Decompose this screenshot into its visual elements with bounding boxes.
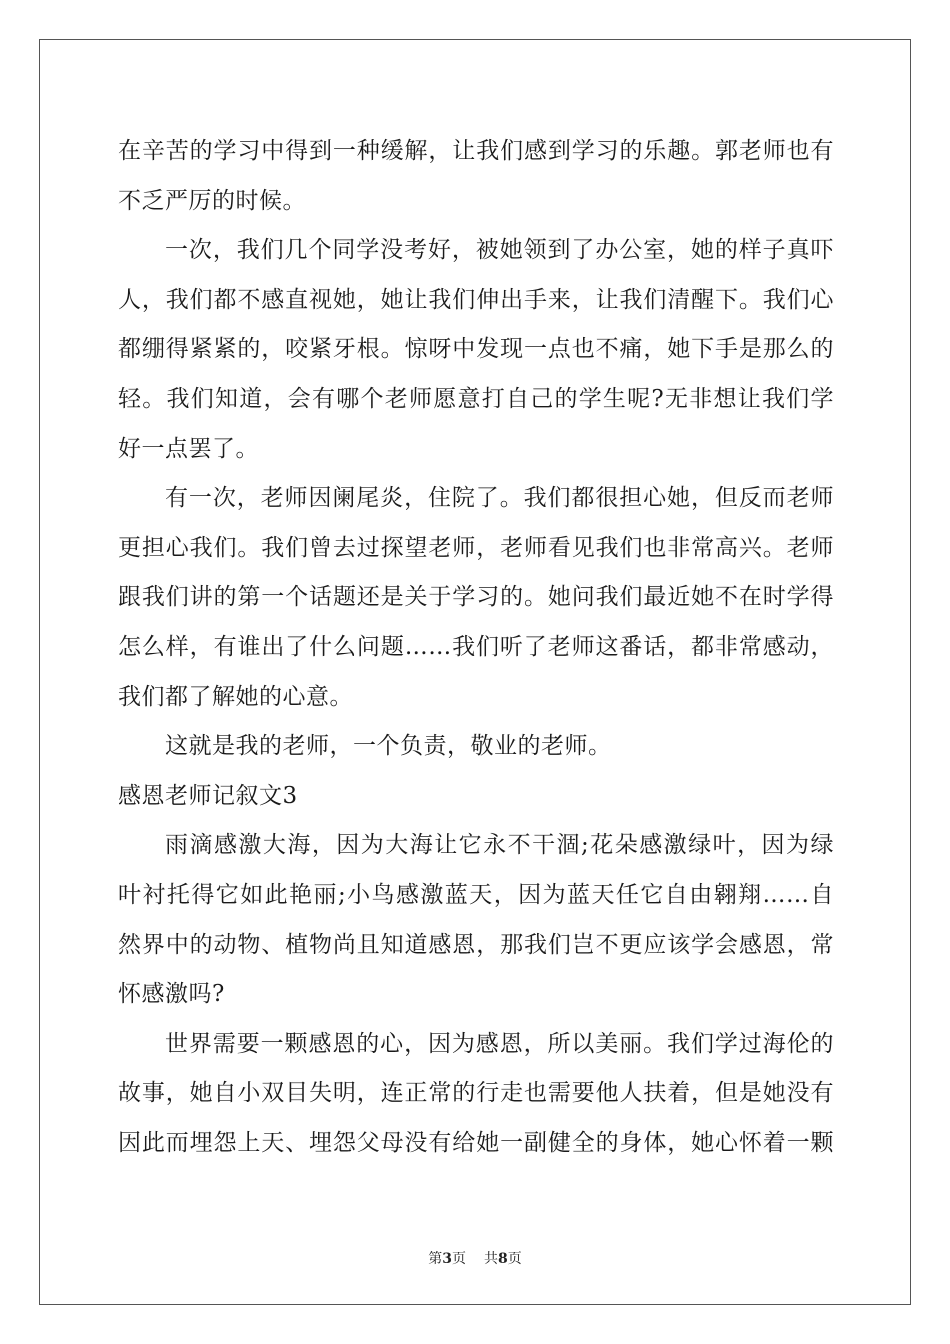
total-page-count: 8 [498, 1251, 508, 1267]
text-line: 在辛苦的学习中得到一种缓解，让我们感到学习的乐趣。郭老师也有 [118, 138, 834, 164]
text-line: 人，我们都不感直视她，她让我们伸出手来，让我们清醒下。我们心 [118, 286, 834, 313]
text-line: 怎么样，有谁出了什么问题……我们听了老师这番话，都非常感动， [118, 633, 834, 660]
paragraph-start-line: 有一次，老师因阑尾炎，住院了。我们都很担心她，但反而老师 [165, 485, 834, 512]
text-line: 更担心我们。我们曾去过探望老师，老师看见我们也非常高兴。老师 [118, 534, 834, 561]
paragraph-start-line: 一次，我们几个同学没考好，被她领到了办公室，她的样子真吓 [165, 237, 834, 264]
document-body [118, 127, 834, 1168]
page-footer [0, 1248, 950, 1268]
text-line: 怀感激吗? [118, 981, 225, 1008]
text-line: 叶衬托得它如此艳丽;小鸟感激蓝天，因为蓝天任它自由翱翔……自 [118, 881, 834, 908]
current-page-number: 3 [442, 1251, 452, 1267]
total-suffix: 页 [507, 1251, 522, 1267]
text-line: 故事，她自小双目失明，连正常的行走也需要他人扶着，但是她没有 [118, 1080, 834, 1107]
total-prefix: 共 [484, 1251, 498, 1267]
paragraph-start-line: 这就是我的老师，一个负责，敬业的老师。 [165, 733, 612, 760]
text-line: 因此而埋怨上天、埋怨父母没有给她一副健全的身体，她心怀着一颗 [118, 1129, 834, 1156]
paragraph-start-line: 世界需要一颗感恩的心，因为感恩，所以美丽。我们学过海伦的 [165, 1030, 834, 1057]
text-line: 我们都了解她的心意。 [118, 683, 353, 710]
page-suffix: 页 [452, 1251, 466, 1267]
text-line: 然界中的动物、植物尚且知道感恩，那我们岂不更应该学会感恩，常 [118, 931, 834, 958]
paragraph-start-line: 雨滴感激大海，因为大海让它永不干涸;花朵感激绿叶，因为绿 [165, 832, 834, 859]
text-line: 好一点罢了。 [118, 435, 259, 462]
text-line: 不乏严厉的时候。 [118, 187, 306, 214]
page-prefix: 第 [428, 1251, 443, 1267]
section-heading: 感恩老师记叙文3 [118, 782, 298, 809]
text-line: 轻。我们知道，会有哪个老师愿意打自己的学生呢?无非想让我们学 [118, 385, 834, 412]
text-line: 跟我们讲的第一个话题还是关于学习的。她问我们最近她不在时学得 [118, 584, 834, 611]
text-line: 都绷得紧紧的，咬紧牙根。惊呀中发现一点也不痛，她下手是那么的 [118, 336, 834, 363]
